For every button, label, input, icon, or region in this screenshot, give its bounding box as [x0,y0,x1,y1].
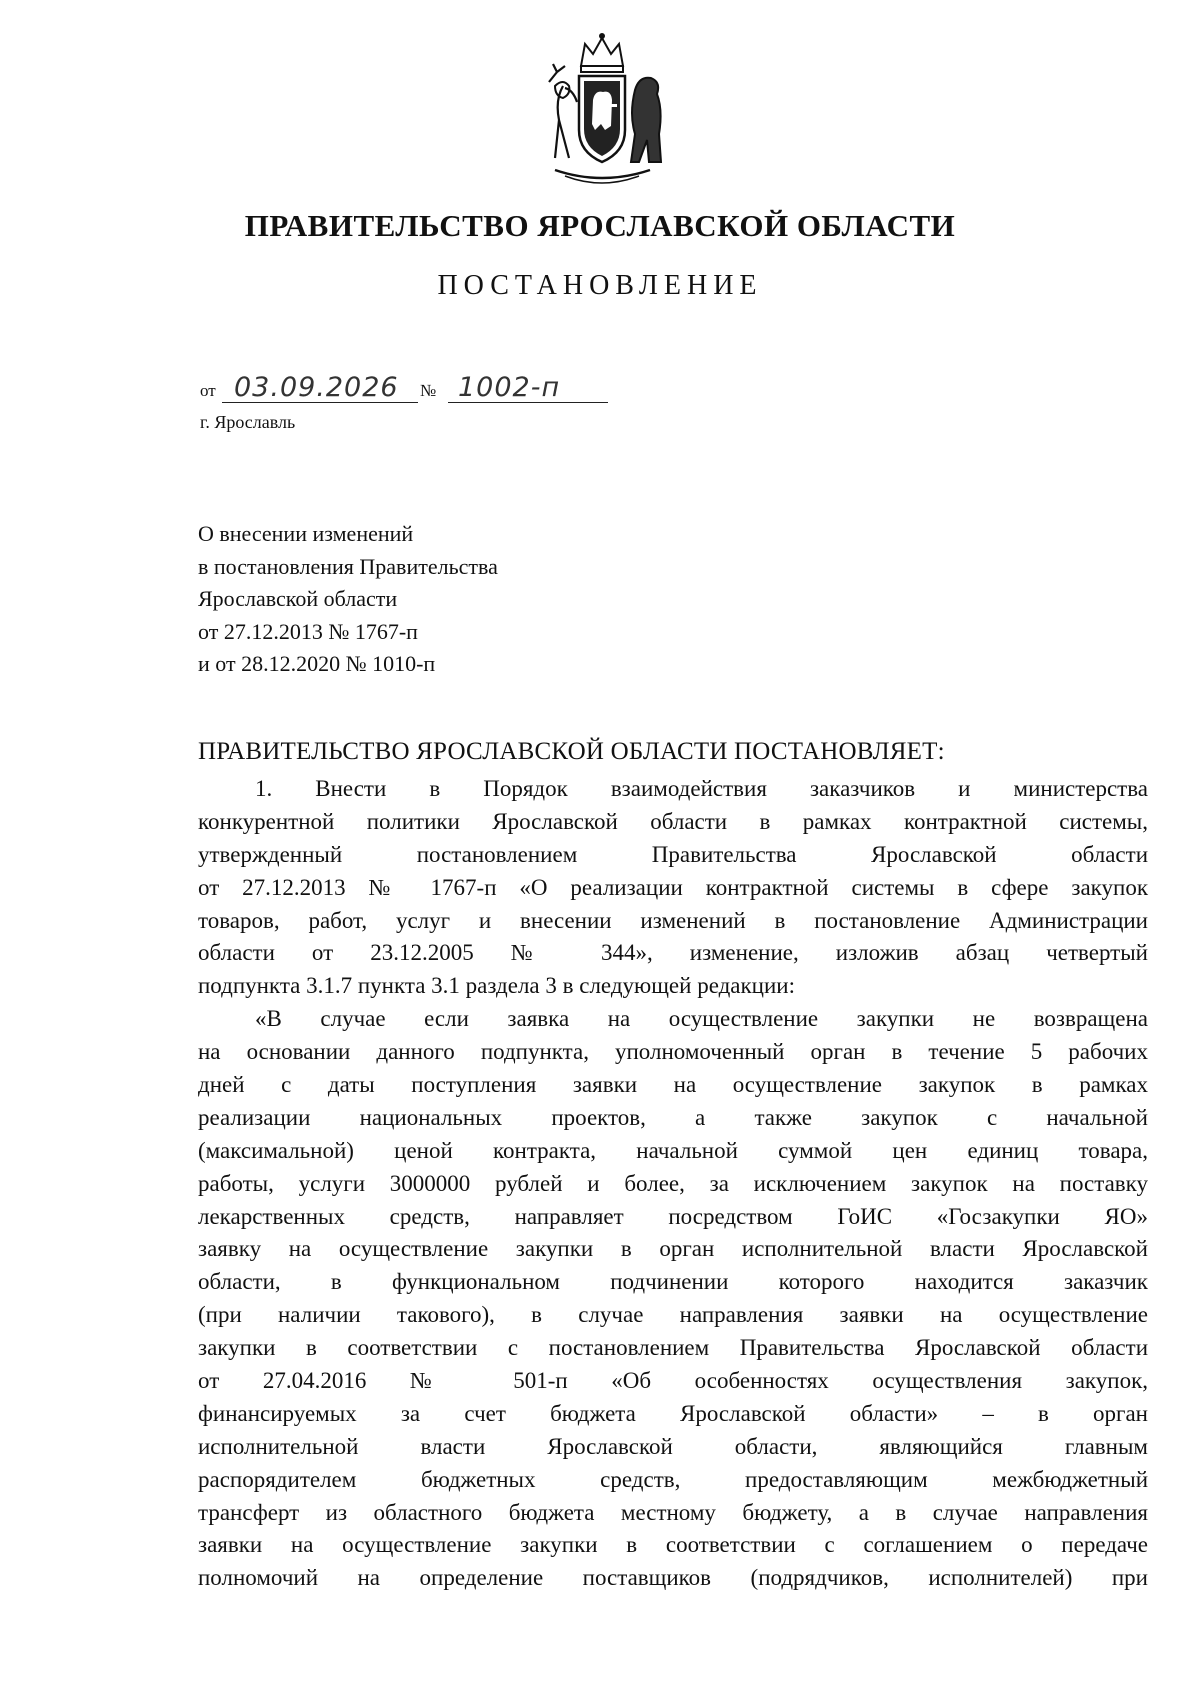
subject-line: О внесении изменений [198,521,414,546]
document-subject [198,518,498,681]
body-line: (при наличии такового), в случае направления заявки на осуществление [198,1302,1148,1328]
city-label: г. Ярославль [200,412,296,432]
number-prefix-label: № [420,381,437,400]
body-line: финансируемых за счет бюджета Ярославской области» – в орган [198,1400,1148,1426]
body-line: области, в функциональном подчинении которого находится заказчик [198,1269,1148,1295]
body-line: от 27.04.2016 № 501-п «Об особенностях осуществления закупок, [198,1368,1148,1394]
body-line: работы, услуги 3000000 рублей и более, за исключением закупок на поставку [198,1170,1148,1196]
body-line: исполнительной власти Ярославской области, являющийся главным [198,1433,1148,1459]
subject-line: в постановления Правительства [198,553,498,579]
handwritten-date: 03.09.2026 [234,372,399,403]
body-line: заявки на осуществление закупки в соответствии с соглашением о передаче [198,1532,1148,1558]
body-line: утвержденный постановлением Правительства Ярославской области [198,841,1148,867]
subject-line: и от 28.12.2020 № 1010-п [198,651,436,676]
date-prefix-label: от [200,381,216,400]
document-body [198,773,1148,1595]
body-line: заявку на осуществление закупки в орган исполнительной власти Ярославской [198,1236,1148,1262]
body-line: конкурентной политики Ярославской области в рамках контрактной системы, [198,808,1148,834]
body-line: области от 23.12.2005 № 344», изменение, изложив абзац четвертый [198,940,1148,966]
body-line: лекарственных средств, направляет посредством ГоИС «Госзакупки ЯО» [198,1203,1148,1229]
subject-line: Ярославской области [198,586,398,611]
handwritten-number: 1002-п [458,372,561,403]
document-type: ПОСТАНОВЛЕНИЕ [437,270,763,301]
body-line: на основании данного подпункта, уполномоченный орган в течение 5 рабочих [198,1039,1148,1065]
body-line: дней с даты поступления заявки на осуществление закупок в рамках [198,1072,1148,1098]
body-line: «В случае если заявка на осуществление закупки не возвращена [255,1006,1148,1032]
body-line: от 27.12.2013 № 1767-п «О реализации контрактной системы в сфере закупок [198,874,1148,900]
body-line: товаров, работ, услуг и внесении изменений в постановление Администрации [198,907,1148,933]
body-line: распорядителем бюджетных средств, предоставляющим межбюджетный [198,1466,1148,1492]
body-line: закупки в соответствии с постановлением Правительства Ярославской области [198,1335,1148,1361]
body-line: подпункта 3.1.7 пункта 3.1 раздела 3 в следующей редакции: [198,973,796,999]
date-number-row [200,367,620,407]
body-line: полномочий на определение поставщиков (подрядчиков, исполнителей) при [198,1565,1148,1591]
subject-line: от 27.12.2013 № 1767-п [198,618,418,644]
government-title: ПРАВИТЕЛЬСТВО ЯРОСЛАВСКОЙ ОБЛАСТИ [244,208,956,243]
decree-statement: ПРАВИТЕЛЬСТВО ЯРОСЛАВСКОЙ ОБЛАСТИ ПОСТАНОВЛЯЕТ: [198,738,945,765]
body-line: реализации национальных проектов, а также закупок с начальной [198,1104,1148,1130]
body-line: (максимальной) ценой контракта, начальной суммой цен единиц товара, [198,1137,1148,1163]
body-line: трансферт из областного бюджета местному бюджету, а в случае направления [198,1499,1148,1525]
body-line: 1. Внести в Порядок взаимодействия заказчиков и министерства [255,776,1148,801]
coat-of-arms-emblem [535,30,670,188]
